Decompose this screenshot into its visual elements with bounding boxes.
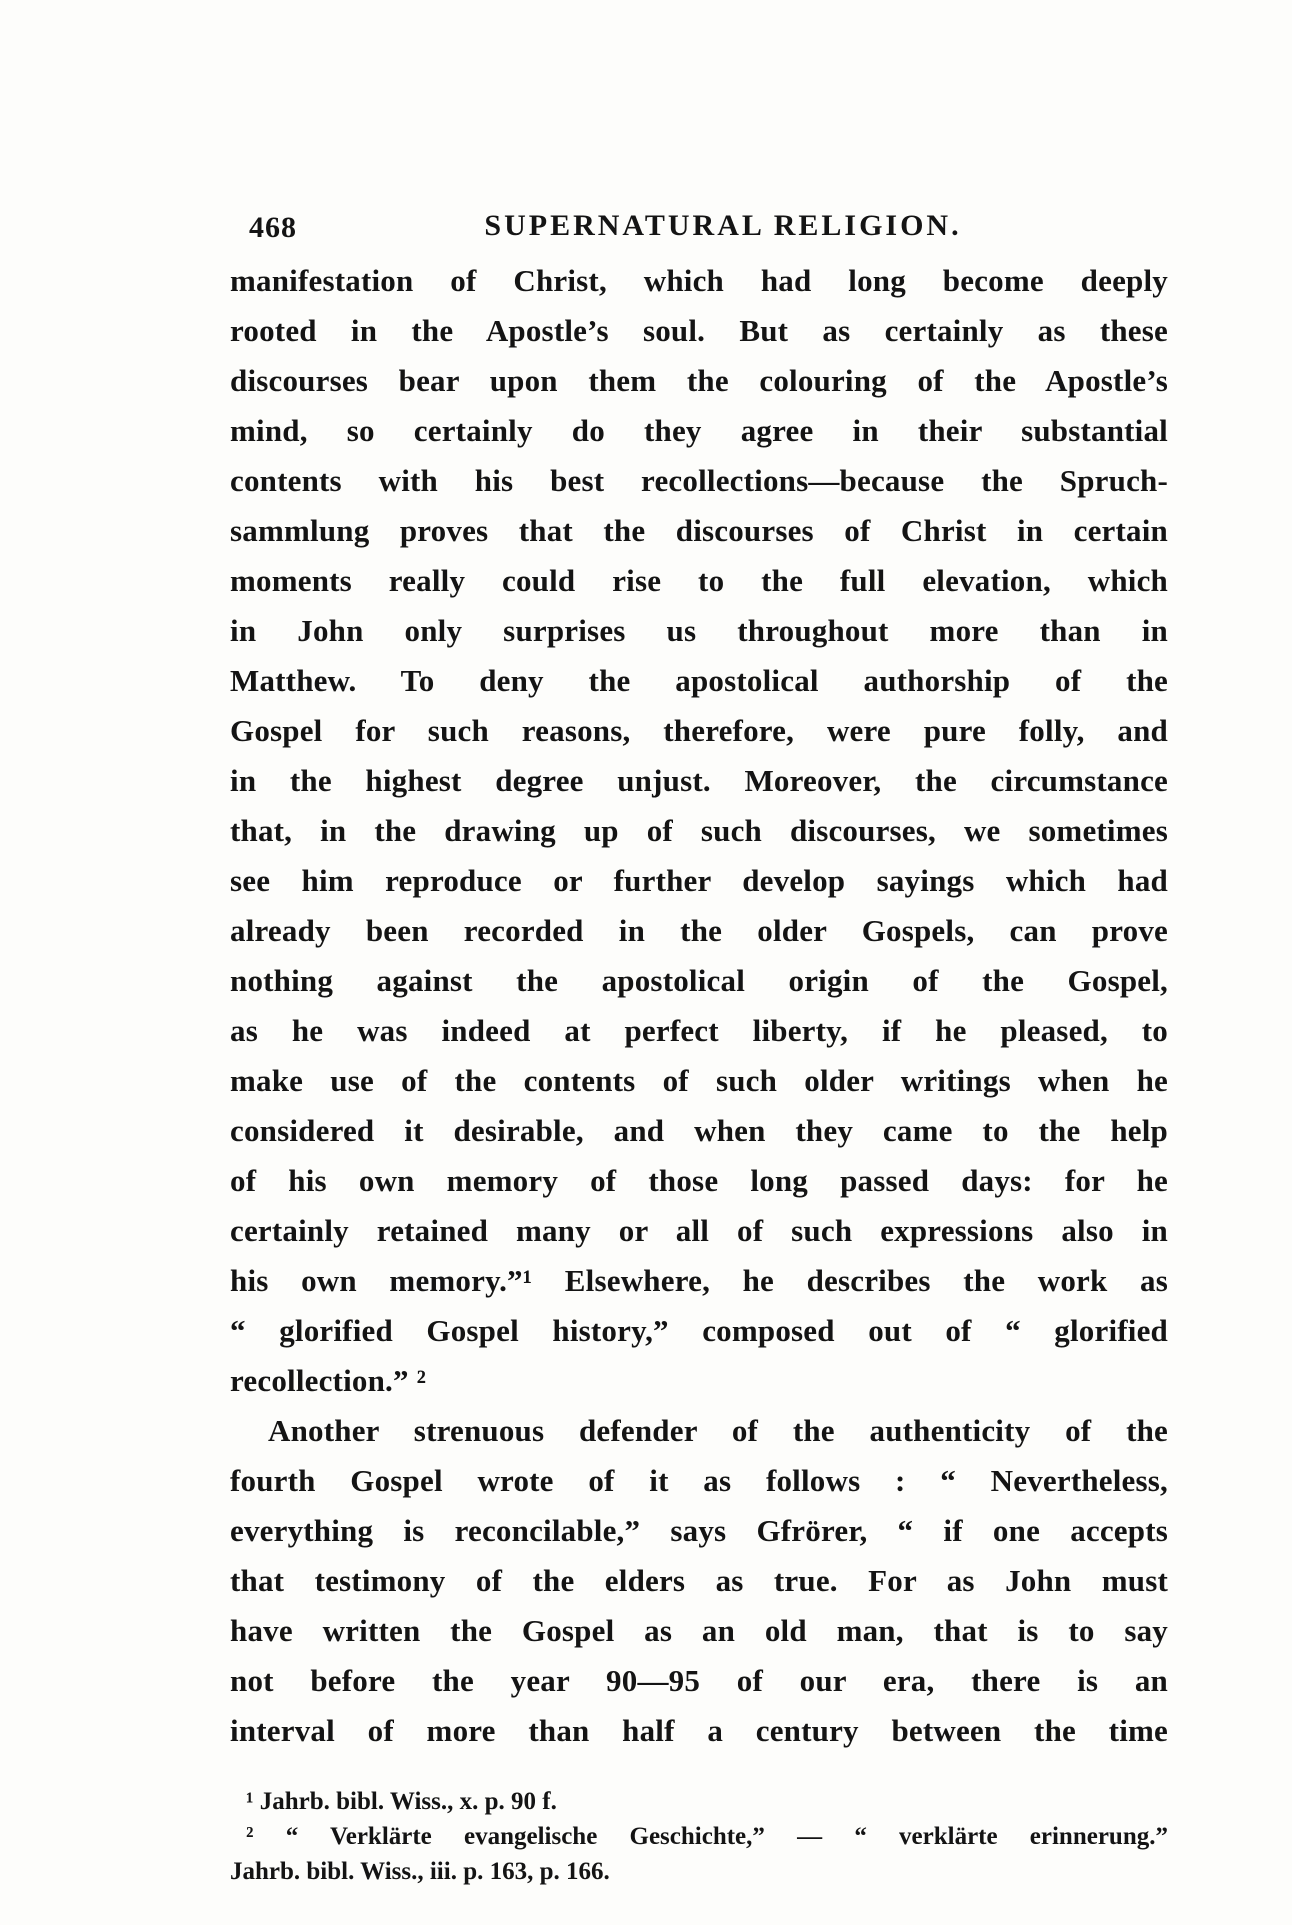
body-line: in John only surprises us throughout more than in (230, 613, 1168, 648)
body-line: Gospel for such reasons, therefore, were pure folly, and (230, 713, 1168, 748)
running-title: SUPERNATURAL RELIGION. (484, 209, 962, 242)
body-line: recollection.” ² (230, 1363, 427, 1398)
body-line: see him reproduce or further develop sayings which had (230, 863, 1168, 898)
footnotes (230, 1784, 1168, 1889)
body-line: in the highest degree unjust. Moreover, the circumstance (230, 763, 1168, 798)
body-line: not before the year 90—95 of our era, there is an (230, 1663, 1168, 1698)
body-line: moments really could rise to the full elevation, which (230, 563, 1168, 598)
body-line: considered it desirable, and when they came to the help (230, 1113, 1168, 1148)
body-line: sammlung proves that the discourses of Christ in certain (230, 513, 1168, 548)
body-line: mind, so certainly do they agree in their substantial (230, 413, 1168, 448)
body-line: manifestation of Christ, which had long become deeply (230, 263, 1168, 298)
body-line: nothing against the apostolical origin of the Gospel, (230, 963, 1168, 998)
body-line: certainly retained many or all of such expressions also in (230, 1213, 1168, 1248)
body-line: make use of the contents of such older writings when he (230, 1063, 1168, 1098)
body-line: Matthew. To deny the apostolical authorship of the (230, 663, 1168, 698)
body-line: discourses bear upon them the colouring of the Apostle’s (230, 363, 1168, 398)
body-line: fourth Gospel wrote of it as follows : “ Nevertheless, (230, 1463, 1168, 1498)
page-number: 468 (249, 211, 297, 244)
body-line: that, in the drawing up of such discourses, we sometimes (230, 813, 1168, 848)
footnote-line: ² “ Verklärte evangelische Geschichte,” — “ verklärte erinnerung.” (246, 1823, 1168, 1850)
body-line: that testimony of the elders as true. For as John must (230, 1563, 1168, 1598)
body-line: “ glorified Gospel history,” composed out of “ glorified (230, 1313, 1168, 1348)
body-line: rooted in the Apostle’s soul. But as certainly as these (230, 313, 1168, 348)
body-line: as he was indeed at perfect liberty, if he pleased, to (230, 1013, 1168, 1048)
body-line: his own memory.”¹ Elsewhere, he describes the work as (230, 1263, 1168, 1298)
body-line: Another strenuous defender of the authenticity of the (268, 1413, 1168, 1448)
body-text (230, 256, 1168, 1756)
body-line: have written the Gospel as an old man, that is to say (230, 1613, 1168, 1648)
footnote-line: Jahrb. bibl. Wiss., iii. p. 163, p. 166. (230, 1858, 610, 1885)
body-line: everything is reconcilable,” says Gfrörer, “ if one accepts (230, 1513, 1168, 1548)
body-line: of his own memory of those long passed days: for he (230, 1163, 1168, 1198)
body-line: contents with his best recollections—because the Spruch- (230, 463, 1168, 498)
footnote-line: ¹ Jahrb. bibl. Wiss., x. p. 90 f. (246, 1788, 557, 1815)
body-line: already been recorded in the older Gospels, can prove (230, 913, 1168, 948)
body-line: interval of more than half a century between the time (230, 1713, 1168, 1748)
